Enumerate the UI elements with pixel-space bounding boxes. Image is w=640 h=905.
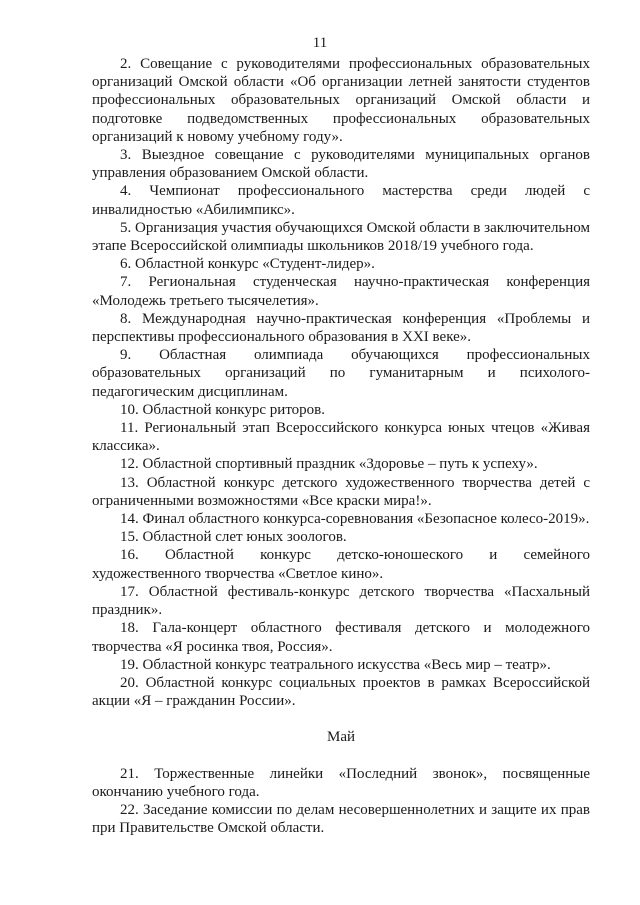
list-item: 18. Гала-концерт областного фестиваля детского и молодежного творчества «Я росинка твоя, Россия». [92,620,590,655]
list-item: 9. Областная олимпиада обучающихся профессиональных образовательных организаций по гуманитарным и психолого-педагогическим дисциплинам. [92,347,590,400]
list-item: 21. Торжественные линейки «Последний звонок», посвященные окончанию учебного года. [92,765,590,800]
list-item: 5. Организация участия обучающихся Омской области в заключительном этапе Всероссийской олимпиады школьников 2018/19 учебного года. [92,219,590,255]
list-item: 7. Региональная студенческая научно-практическая конференция «Молодежь третьего тысячелетия». [92,274,590,309]
list-item: 17. Областной фестиваль-конкурс детского творчества «Пасхальный праздник». [92,583,590,619]
list-item: 13. Областной конкурс детского художественного творчества детей с ограниченными возможностями «Все краски мира!». [92,474,590,509]
list-item: 16. Областной конкурс детско-юношеского и семейного художественного творчества «Светлое кино». [92,547,590,582]
list-item: 6. Областной конкурс «Студент-лидер». [120,256,375,273]
list-item: 8. Международная научно-практическая конференция «Проблемы и перспективы профессионального образования в XXI веке». [92,310,590,346]
list-item: 22. Заседание комиссии по делам несовершеннолетних и защите их прав при Правительстве Омской области. [92,801,590,837]
list-item: 12. Областной спортивный праздник «Здоровье – путь к успеху». [120,456,538,473]
list-item: 15. Областной слет юных зоологов. [120,529,347,546]
list-item: 19. Областной конкурс театрального искусства «Весь мир – театр». [120,656,551,673]
section-heading: Май [326,729,356,746]
list-item: 3. Выездное совещание с руководителями муниципальных органов управления образованием Омской области. [92,147,590,182]
list-item: 2. Совещание с руководителями профессиональных образовательных организаций Омской области «Об организации летней занятости студентов профессиональных образовательных организаций Омской области и подготовке подведомственных профессиональных образовательных организаций к новому учебному году». [92,56,590,145]
list-item: 10. Областной конкурс риторов. [120,401,326,418]
list-item: 11. Региональный этап Всероссийского конкурса юных чтецов «Живая классика». [92,420,590,455]
list-item: 14. Финал областного конкурса-соревнования «Безопасное колесо-2019». [120,511,590,528]
page-number: 11 [312,35,328,51]
document-body [92,55,590,837]
list-item: 4. Чемпионат профессионального мастерства среди людей с инвалидностью «Абилимпикс». [92,183,590,218]
list-item: 20. Областной конкурс социальных проектов в рамках Всероссийской акции «Я – гражданин России». [92,674,590,710]
